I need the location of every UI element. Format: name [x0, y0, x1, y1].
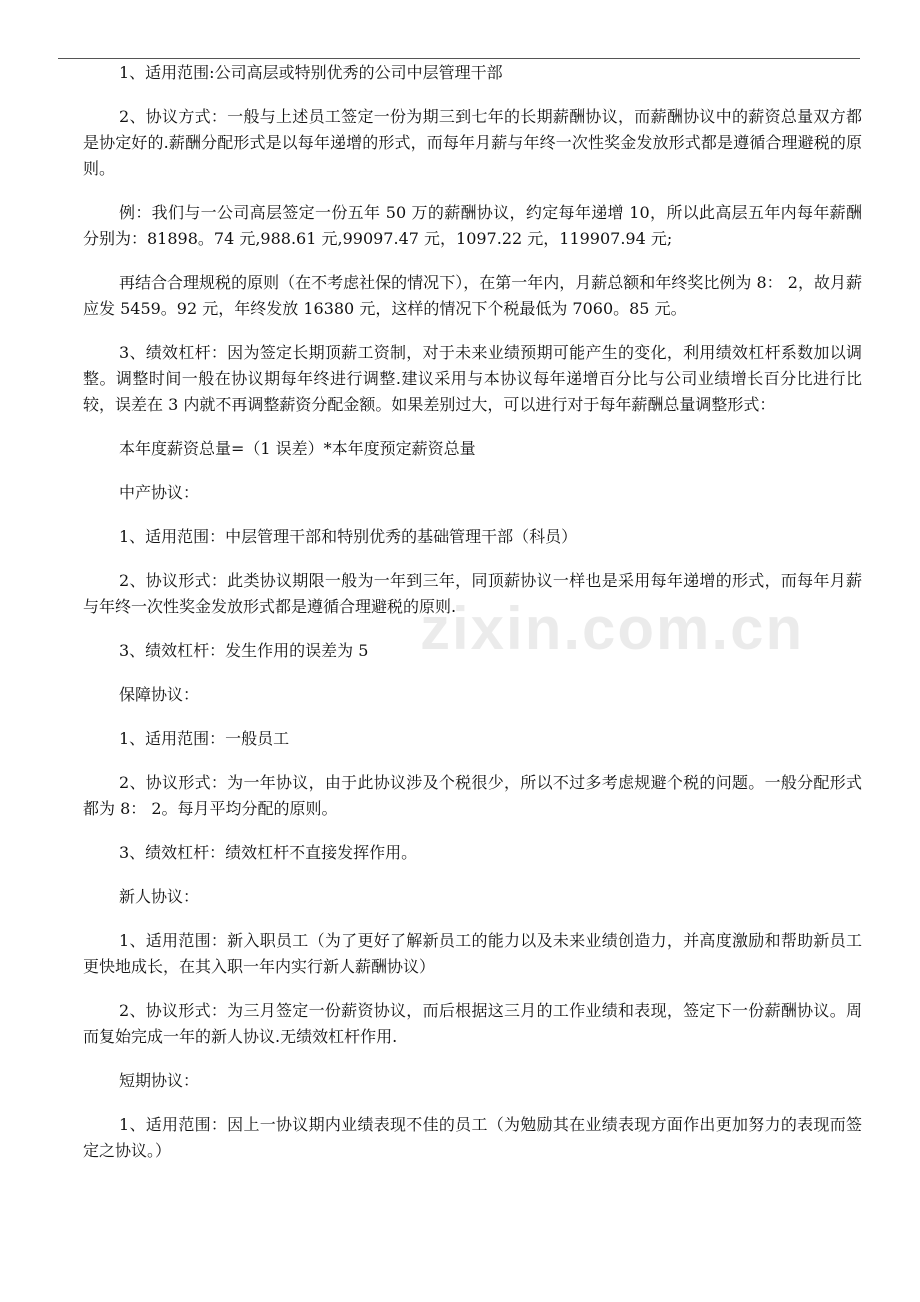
paragraph-agreement-method: 2、协议方式：一般与上述员工签定一份为期三到七年的长期薪酬协议，而薪酬协议中的薪资总量双方都是协定好的.薪酬分配形式是以每年递增的形式，而每年月薪与年终一次性奖金发放形式都是遵循合理避税的原则。	[83, 107, 862, 178]
heading-guarantee-agreement: 保障协议：	[119, 685, 200, 704]
watermark: zixin.com.cn	[420, 595, 805, 662]
paragraph-scope-newcomer: 1、适用范围：新入职员工（为了更好了解新员工的能力以及未来业绩创造力，并高度激励和帮助新员工更快地成长，在其入职一年内实行新人薪酬协议）	[83, 931, 862, 976]
paragraph-form-newcomer: 2、协议形式：为三月签定一份薪资协议，而后根据这三月的工作业绩和表现，签定下一份薪酬协议。周而复始完成一年的新人协议.无绩效杠杆作用.	[83, 1001, 862, 1046]
paragraph-formula: 本年度薪资总量=（1 误差）*本年度预定薪资总量	[119, 439, 476, 458]
paragraph-performance-lever: 3、绩效杠杆：因为签定长期顶薪工资制，对于未来业绩预期可能产生的变化，利用绩效杠杆系数加以调整。调整时间一般在协议期每年终进行调整.建议采用与本协议每年递增百分比与公司业绩增长百分比进行比较，误差在 3 内就不再调整薪资分配金额。如果差别过大，可以进行对于每年薪酬总量调整形式：	[83, 343, 862, 414]
paragraph-form-middle: 2、协议形式：此类协议期限一般为一年到三年，同顶薪协议一样也是采用每年递增的形式，而每年月薪与年终一次性奖金发放形式都是遵循合理避税的原则.	[83, 571, 862, 616]
paragraph-scope-guarantee: 1、适用范围：一般员工	[119, 729, 290, 748]
header-rule	[58, 58, 860, 59]
document-body	[83, 60, 862, 1182]
paragraph-lever-middle: 3、绩效杠杆：发生作用的误差为 5	[119, 641, 369, 660]
paragraph-scope-short-term: 1、适用范围：因上一协议期内业绩表现不佳的员工（为勉励其在业绩表现方面作出更加努力的表现而签定之协议。）	[83, 1115, 862, 1160]
heading-middle-agreement: 中产协议：	[119, 483, 200, 502]
paragraph-example: 例：我们与一公司高层签定一份五年 50 万的薪酬协议，约定每年递增 10，所以此高层五年内每年薪酬分别为：81898。74 元,988.61 元,99097.47 元，1097.22 元，119907.94 元;	[83, 203, 862, 248]
paragraph-scope-middle: 1、适用范围：中层管理干部和特别优秀的基础管理干部（科员）	[119, 527, 578, 546]
paragraph-form-guarantee: 2、协议形式：为一年协议，由于此协议涉及个税很少，所以不过多考虑规避个税的问题。一般分配形式都为 8： 2。每月平均分配的原则。	[83, 773, 862, 818]
heading-newcomer-agreement: 新人协议：	[119, 887, 200, 906]
heading-short-term-agreement: 短期协议：	[119, 1071, 200, 1090]
paragraph-scope-senior: 1、适用范围:公司高层或特别优秀的公司中层管理干部	[119, 63, 503, 82]
paragraph-lever-guarantee: 3、绩效杠杆：绩效杠杆不直接发挥作用。	[119, 843, 418, 862]
paragraph-tax-principle: 再结合合理规税的原则（在不考虑社保的情况下），在第一年内，月薪总额和年终奖比例为 8： 2，故月薪应发 5459。92 元，年终发放 16380 元，这样的情况下个税最低为 7060。85 元。	[83, 273, 862, 318]
